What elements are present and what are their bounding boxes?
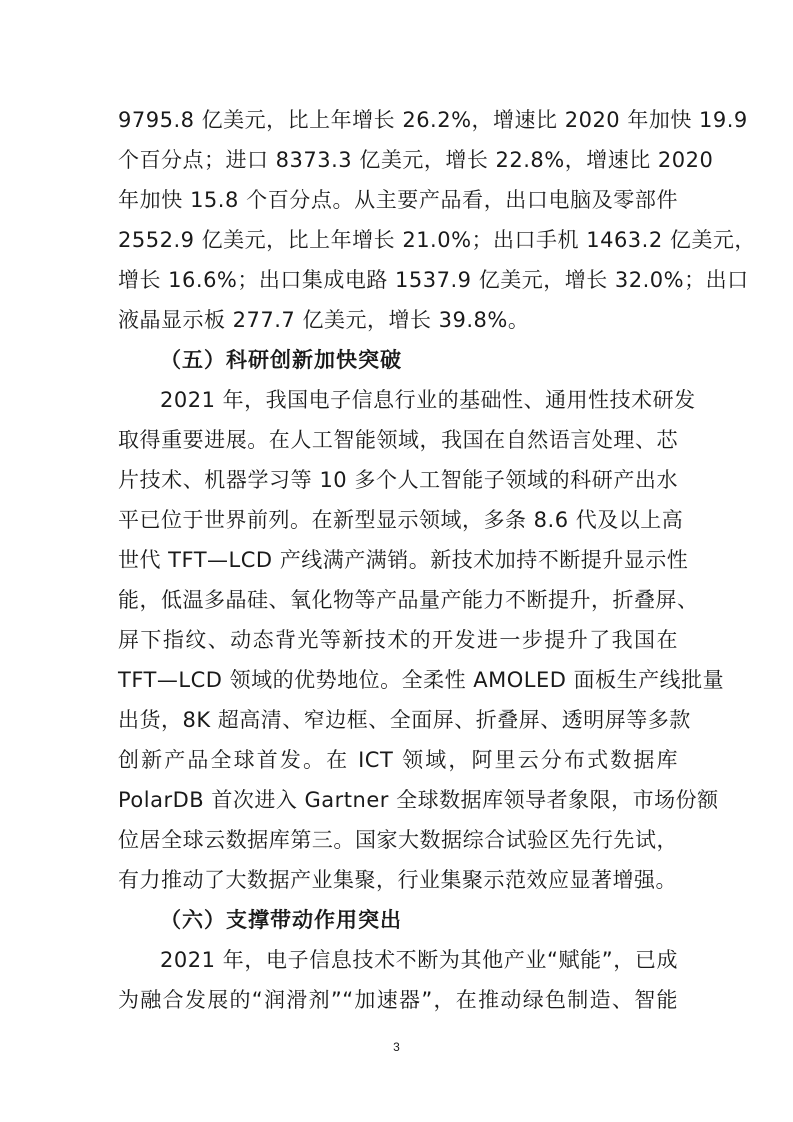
paragraph-line: 取得重要进展。在人工智能领域，我国在自然语言处理、芯 [118,428,678,452]
section-heading: （五）科研创新加快突破 [160,348,402,372]
paragraph-line: 液晶显示板 277.7 亿美元，增长 39.8%。 [118,308,530,332]
paragraph-line: 9795.8 亿美元，比上年增长 26.2%，增速比 2020 年加快 19.9 [118,108,748,132]
paragraph-line: 个百分点；进口 8373.3 亿美元，增长 22.8%，增速比 2020 [118,148,714,172]
page-number: 3 [393,1040,400,1054]
paragraph-line: 世代 TFT—LCD 产线满产满销。新技术加持不断提升显示性 [118,548,689,572]
paragraph-line: TFT—LCD 领域的优势地位。全柔性 AMOLED 面板生产线批量 [118,668,725,692]
paragraph-line: 2021 年，电子信息技术不断为其他产业“赋能”，已成 [160,948,678,972]
paragraph-line: 2021 年，我国电子信息行业的基础性、通用性技术研发 [160,388,696,412]
section-heading: （六）支撑带动作用突出 [160,908,402,932]
paragraph-line: 屏下指纹、动态背光等新技术的开发进一步提升了我国在 [118,628,678,652]
paragraph-line: 出货，8K 超高清、窄边框、全面屏、折叠屏、透明屏等多款 [118,708,691,732]
paragraph-line: 为融合发展的“润滑剂”“加速器”，在推动绿色制造、智能 [118,988,678,1012]
paragraph-line: PolarDB 首次进入 Gartner 全球数据库领导者象限，市场份额 [118,788,719,812]
paragraph-line: 年加快 15.8 个百分点。从主要产品看，出口电脑及零部件 [118,188,678,212]
paragraph-line: 位居全球云数据库第三。国家大数据综合试验区先行先试， [118,828,678,852]
paragraph-line: 增长 16.6%；出口集成电路 1537.9 亿美元，增长 32.0%；出口 [118,268,749,292]
paragraph-line: 能，低温多晶硅、氧化物等产品量产能力不断提升，折叠屏、 [118,588,699,612]
paragraph-line: 2552.9 亿美元，比上年增长 21.0%；出口手机 1463.2 亿美元， [118,228,756,252]
paragraph-line: 有力推动了大数据产业集聚，行业集聚示范效应显著增强。 [118,868,677,892]
paragraph-line: 创新产品全球首发。在 ICT 领域，阿里云分布式数据库 [118,748,678,772]
paragraph-line: 片技术、机器学习等 10 多个人工智能子领域的科研产出水 [118,468,678,492]
paragraph-line: 平已位于世界前列。在新型显示领域，多条 8.6 代及以上高 [118,508,684,532]
